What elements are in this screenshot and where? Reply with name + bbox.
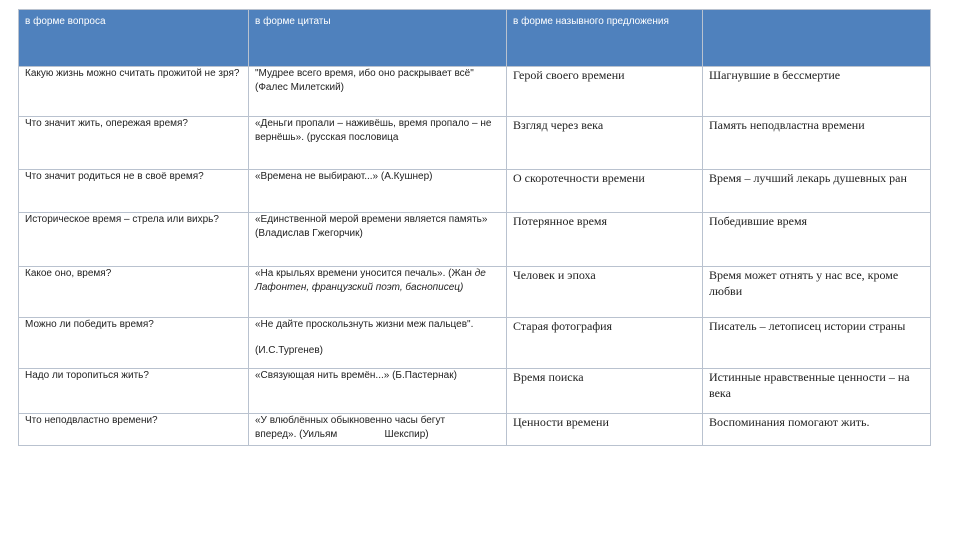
header-question: в форме вопроса xyxy=(19,10,249,67)
cell-title: Взгляд через века xyxy=(507,117,703,170)
cell-quote: «Связующая нить времён...» (Б.Пастернак) xyxy=(249,369,507,414)
table-row xyxy=(19,117,931,170)
table-row xyxy=(19,414,931,446)
cell-title: Истинные нравственные ценности – на века xyxy=(703,369,931,414)
cell-title: Время – лучший лекарь душевных ран xyxy=(703,170,931,213)
cell-title: Воспоминания помогают жить. xyxy=(703,414,931,446)
quote-line: «У влюблённых обыкновенно часы бегут xyxy=(255,415,446,426)
cell-title: Память неподвластна времени xyxy=(703,117,931,170)
quote-line: вперед». (Уильям Шекспир) xyxy=(255,429,429,440)
cell-quote: «Деньги пропали – наживёшь, время пропало – не вернёшь». (русская пословица xyxy=(249,117,507,170)
table-row xyxy=(19,213,931,267)
quote-text: «Не дайте проскользнуть жизни меж пальцев". xyxy=(255,319,474,330)
cell-question: Можно ли победить время? xyxy=(19,318,249,369)
table-row xyxy=(19,170,931,213)
cell-quote xyxy=(249,267,507,318)
cell-title: Герой своего времени xyxy=(507,67,703,117)
table-row xyxy=(19,267,931,318)
cell-question: Какую жизнь можно считать прожитой не зря? xyxy=(19,67,249,117)
quote-author-italic: де Лафонтен, французский поэт, баснописец) xyxy=(255,268,486,293)
cell-title: Время поиска xyxy=(507,369,703,414)
cell-title: Писатель – летописец истории страны xyxy=(703,318,931,369)
header-nominal: в форме назывного предложения xyxy=(507,10,703,67)
header-empty xyxy=(703,10,931,67)
cell-quote: «Единственной мерой времени является память» (Владислав Гжегорчик) xyxy=(249,213,507,267)
cell-question: Какое оно, время? xyxy=(19,267,249,318)
cell-title: Шагнувшие в бессмертие xyxy=(703,67,931,117)
cell-title: Победившие время xyxy=(703,213,931,267)
table-row xyxy=(19,369,931,414)
quote-author: (И.С.Тургенев) xyxy=(255,345,324,356)
cell-question: Что значит жить, опережая время? xyxy=(19,117,249,170)
cell-quote: "Мудрее всего время, ибо оно раскрывает всё" (Фалес Милетский) xyxy=(249,67,507,117)
cell-title: Время может отнять у нас все, кроме любви xyxy=(703,267,931,318)
cell-question: Надо ли торопиться жить? xyxy=(19,369,249,414)
quote-text: «На крыльях времени уносится печаль». (Жан xyxy=(255,268,472,279)
cell-quote xyxy=(249,318,507,369)
cell-title: Старая фотография xyxy=(507,318,703,369)
cell-question: Что значит родиться не в своё время? xyxy=(19,170,249,213)
cell-question: Что неподвластно времени? xyxy=(19,414,249,446)
cell-title: Потерянное время xyxy=(507,213,703,267)
cell-quote: «Времена не выбирают...» (А.Кушнер) xyxy=(249,170,507,213)
header-quote: в форме цитаты xyxy=(249,10,507,67)
topics-table xyxy=(18,9,931,446)
table-row xyxy=(19,318,931,369)
cell-title: Человек и эпоха xyxy=(507,267,703,318)
cell-quote xyxy=(249,414,507,446)
cell-title: О скоротечности времени xyxy=(507,170,703,213)
table-row xyxy=(19,67,931,117)
cell-title: Ценности времени xyxy=(507,414,703,446)
table-header-row xyxy=(19,10,931,67)
cell-question: Историческое время – стрела или вихрь? xyxy=(19,213,249,267)
